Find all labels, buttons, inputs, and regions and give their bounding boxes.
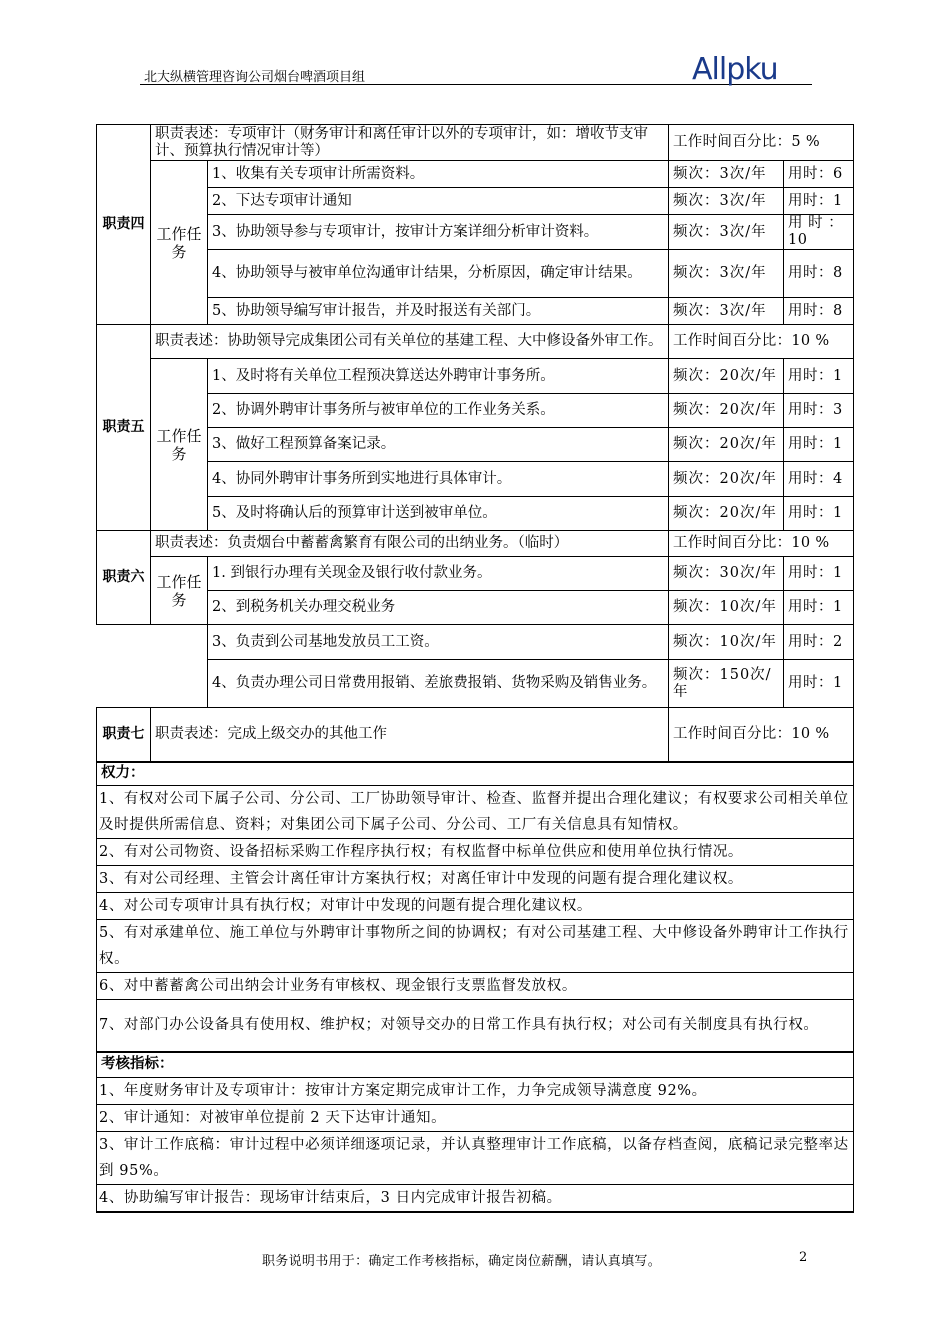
- table-row: [97, 428, 854, 462]
- table-row: [97, 557, 854, 591]
- task-text: 3、做好工程预算备案记录。: [208, 428, 669, 462]
- duty7-time-percent: 工作时间百分比：10 %: [669, 708, 854, 762]
- power-item: 7、对部门办公设备具有使用权、维护权；对领导交办的日常工作具有执行权；对公司有关制度具有执行权。: [97, 1000, 854, 1052]
- list-item: [97, 786, 854, 839]
- task-frequency: 频次：150次/年: [669, 660, 784, 708]
- task-text: 2、协调外聘审计事务所与被审单位的工作业务关系。: [208, 394, 669, 428]
- task-time: 用时：1: [784, 660, 854, 708]
- task-frequency: 频次：3次/年: [669, 250, 784, 298]
- task-time: 用时：1: [784, 497, 854, 531]
- task-frequency: 频次：20次/年: [669, 462, 784, 497]
- duty5-desc-row: [97, 325, 854, 359]
- task-text: 3、负责到公司基地发放员工工资。: [208, 625, 669, 660]
- power-item: 3、有对公司经理、主管会计离任审计方案执行权；对离任审计中发现的问题有提合理化建议权。: [97, 866, 854, 893]
- task-frequency: 频次：3次/年: [669, 215, 784, 250]
- duty5-label: 职责五: [97, 325, 151, 531]
- table-row: [97, 591, 854, 625]
- list-item: [97, 893, 854, 920]
- task-text: 4、协助领导与被审单位沟通审计结果，分析原因，确定审计结果。: [208, 250, 669, 298]
- task-frequency: 频次：3次/年: [669, 161, 784, 188]
- duty4-label: 职责四: [97, 125, 151, 325]
- duty4-time-percent: 工作时间百分比：5 %: [669, 125, 854, 161]
- task-text: 1、及时将有关单位工程预决算送达外聘审计事务所。: [208, 359, 669, 394]
- task-time: 用时：1: [784, 591, 854, 625]
- kpi-item: 2、审计通知：对被审单位提前 2 天下达审计通知。: [97, 1105, 854, 1132]
- list-item: [97, 1078, 854, 1105]
- duty7-label: 职责七: [97, 708, 151, 762]
- table-row: [97, 298, 854, 325]
- table-row: [97, 625, 854, 660]
- table-row: [97, 359, 854, 394]
- task-time: 用时：2: [784, 625, 854, 660]
- list-item: [97, 1105, 854, 1132]
- list-item: [97, 1185, 854, 1213]
- task-text: 4、负责办理公司日常费用报销、差旅费报销、货物采购及销售业务。: [208, 660, 669, 708]
- kpi-item: 1、年度财务审计及专项审计：按审计方案定期完成审计工作，力争完成领导满意度 92%。: [97, 1078, 854, 1105]
- task-text: 3、协助领导参与专项审计，按审计方案详细分析审计资料。: [208, 215, 669, 250]
- task-time: 用时：1: [784, 188, 854, 215]
- power-item: 1、有权对公司下属子公司、分公司、工厂协助领导审计、检查、监督并提出合理化建议；有权要求公司相关单位及时提供所需信息、资料；对集团公司下属子公司、分公司、工厂有关信息具有知情权。: [97, 786, 854, 839]
- page-number: 2: [799, 1250, 808, 1265]
- task-frequency: 频次：3次/年: [669, 298, 784, 325]
- task-frequency: 频次：20次/年: [669, 428, 784, 462]
- power-item: 5、有对承建单位、施工单位与外聘审计事物所之间的协调权；有对公司基建工程、大中修设备外聘审计工作执行权。: [97, 920, 854, 973]
- header-title: 北大纵横管理咨询公司烟台啤酒项目组: [144, 70, 366, 85]
- logo-graphic: [690, 52, 808, 86]
- table-row: [97, 161, 854, 188]
- job-description-table: [96, 124, 854, 1213]
- duty6-description: 职责表述：负责烟台中蓄蓄禽繁育有限公司的出纳业务。（临时）: [151, 531, 669, 557]
- table-row: [97, 394, 854, 428]
- duty4-description: 职责表述：专项审计（财务审计和离任审计以外的专项审计，如：增收节支审计、预算执行情况审计等）: [151, 125, 669, 161]
- task-time: 用时：8: [784, 250, 854, 298]
- table-row: [97, 250, 854, 298]
- task-frequency: 频次：10次/年: [669, 625, 784, 660]
- task-text: 2、到税务机关办理交税业务: [208, 591, 669, 625]
- kpi-item: 4、协助编写审计报告：现场审计结束后，3 日内完成审计报告初稿。: [97, 1185, 854, 1213]
- task-frequency: 频次：10次/年: [669, 591, 784, 625]
- task-time: 用时：3: [784, 394, 854, 428]
- task-time: 用时：4: [784, 462, 854, 497]
- table-row: [97, 188, 854, 215]
- table-row: [97, 215, 854, 250]
- power-item: 2、有对公司物资、设备招标采购工作程序执行权；有权监督中标单位供应和使用单位执行情况。: [97, 839, 854, 866]
- duty4-desc-row: [97, 125, 854, 161]
- duty4-task-label: 工作任务: [151, 161, 208, 325]
- footer-note: 职务说明书用于：确定工作考核指标，确定岗位薪酬，请认真填写。: [262, 1254, 662, 1269]
- task-time: 用时：1: [784, 428, 854, 462]
- duty6-label: 职责六: [97, 531, 151, 625]
- list-item: [97, 1000, 854, 1052]
- task-time: 用时：1: [784, 557, 854, 591]
- task-text: 2、下达专项审计通知: [208, 188, 669, 215]
- blank-cell: [97, 660, 208, 708]
- duty5-time-percent: 工作时间百分比：10 %: [669, 325, 854, 359]
- kpi-title: 考核指标：: [97, 1052, 854, 1078]
- duty7-row: [97, 708, 854, 762]
- table-row: [97, 497, 854, 531]
- task-time: 用时：6: [784, 161, 854, 188]
- task-frequency: 频次：20次/年: [669, 497, 784, 531]
- task-text: 1、收集有关专项审计所需资料。: [208, 161, 669, 188]
- power-item: 4、对公司专项审计具有执行权；对审计中发现的问题有提合理化建议权。: [97, 893, 854, 920]
- table-row: [97, 660, 854, 708]
- task-text: 5、协助领导编写审计报告，并及时报送有关部门。: [208, 298, 669, 325]
- duty6-desc-row: [97, 531, 854, 557]
- task-text: 4、协同外聘审计事务所到实地进行具体审计。: [208, 462, 669, 497]
- task-time: 用时：1: [784, 359, 854, 394]
- powers-title: 权力：: [97, 762, 854, 786]
- power-item: 6、对中蓄蓄禽公司出纳会计业务有审核权、现金银行支票监督发放权。: [97, 973, 854, 1000]
- duty5-task-label: 工作任务: [151, 359, 208, 531]
- task-text: 5、及时将确认后的预算审计送到被审单位。: [208, 497, 669, 531]
- list-item: [97, 1132, 854, 1185]
- task-time: 用时：8: [784, 298, 854, 325]
- table-row: [97, 462, 854, 497]
- task-time: 用 时 ：10: [784, 215, 854, 250]
- logo-text: Allpku: [692, 52, 778, 86]
- list-item: [97, 839, 854, 866]
- list-item: [97, 973, 854, 1000]
- duty7-description: 职责表述：完成上级交办的其他工作: [151, 708, 669, 762]
- kpi-item: 3、审计工作底稿：审计过程中必须详细逐项记录，并认真整理审计工作底稿，以备存档查阅，底稿记录完整率达到 95%。: [97, 1132, 854, 1185]
- company-logo: [690, 52, 808, 86]
- task-frequency: 频次：20次/年: [669, 394, 784, 428]
- list-item: [97, 920, 854, 973]
- duty6-time-percent: 工作时间百分比：10 %: [669, 531, 854, 557]
- blank-cell: [97, 625, 208, 660]
- task-text: 1. 到银行办理有关现金及银行收付款业务。: [208, 557, 669, 591]
- task-frequency: 频次：20次/年: [669, 359, 784, 394]
- powers-title-row: [97, 762, 854, 786]
- list-item: [97, 866, 854, 893]
- task-frequency: 频次：30次/年: [669, 557, 784, 591]
- task-frequency: 频次：3次/年: [669, 188, 784, 215]
- kpi-title-row: [97, 1052, 854, 1078]
- duty5-description: 职责表述：协助领导完成集团公司有关单位的基建工程、大中修设备外审工作。: [151, 325, 669, 359]
- duty6-task-label: 工作任务: [151, 557, 208, 625]
